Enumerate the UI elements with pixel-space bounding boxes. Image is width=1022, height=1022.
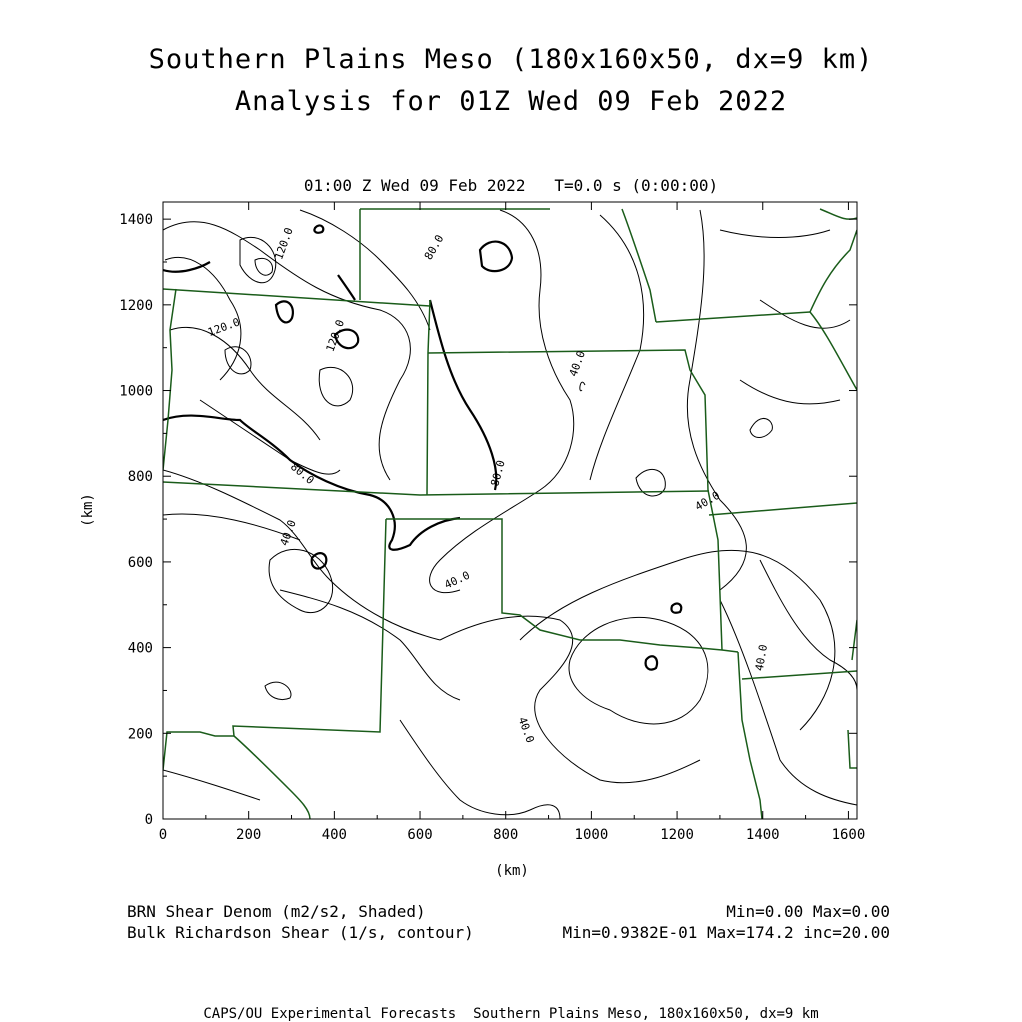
x-axis-label: (km)	[495, 863, 529, 879]
contour-label: 80.0	[288, 460, 317, 488]
contour-label: 40.0	[752, 643, 771, 672]
x-tick-label: 1600	[831, 827, 866, 843]
y-axis-label: (km)	[80, 493, 96, 527]
contour-label: 80.0	[421, 232, 447, 263]
contour-label: 40.0	[515, 715, 537, 745]
map-valid-time: Analysis for 01Z Wed 09 Feb 2022	[234, 86, 788, 117]
contour-label: 40.0	[566, 348, 589, 379]
legend-shaded-name: BRN Shear Denom (m2/s2, Shaded)	[127, 902, 426, 921]
contour-label: 120.0	[206, 315, 242, 340]
contour-label: 120.0	[323, 317, 348, 354]
map-title: Southern Plains Meso (180x160x50, dx=9 km)	[148, 44, 874, 75]
contour-label: 40.0	[277, 518, 299, 548]
x-tick-label: 800	[493, 827, 519, 843]
footer-credit: CAPS/OU Experimental Forecasts Southern Plains Meso, 180x160x50, dx=9 km	[203, 1006, 819, 1022]
map-subtitle: 01:00 Z Wed 09 Feb 2022 T=0.0 s (0:00:00)	[303, 176, 719, 195]
contour-label: 80.0	[488, 458, 508, 488]
x-tick-label: 1200	[660, 827, 694, 843]
y-tick-label: 1200	[119, 297, 153, 314]
contour-label: 40.0	[442, 568, 472, 592]
y-tick-label: 0	[144, 812, 153, 828]
legend-contour-stats: Min=0.9382E-01 Max=174.2 inc=20.00	[562, 923, 890, 942]
y-tick-label: 600	[127, 554, 153, 571]
x-tick-label: 600	[407, 827, 433, 843]
x-tick-label: 0	[158, 827, 168, 843]
x-tick-label: 1000	[574, 827, 609, 843]
y-tick-label: 400	[127, 640, 153, 657]
legend-shaded-stats: Min=0.00 Max=0.00	[726, 902, 890, 921]
x-axis	[159, 202, 866, 843]
x-tick-label: 400	[321, 827, 348, 843]
y-tick-label: 1400	[119, 212, 153, 229]
x-tick-label: 1400	[745, 827, 780, 843]
x-tick-label: 200	[236, 827, 262, 843]
contour-label: 120.0	[272, 225, 296, 262]
legend-contour-name: Bulk Richardson Shear (1/s, contour)	[127, 923, 474, 942]
y-tick-label: 800	[127, 469, 153, 486]
contour-label: 40.0	[692, 488, 723, 514]
plot-frame	[163, 202, 857, 819]
y-tick-label: 1000	[119, 383, 153, 400]
bold-contours	[163, 225, 681, 669]
y-tick-label: 200	[127, 726, 153, 743]
